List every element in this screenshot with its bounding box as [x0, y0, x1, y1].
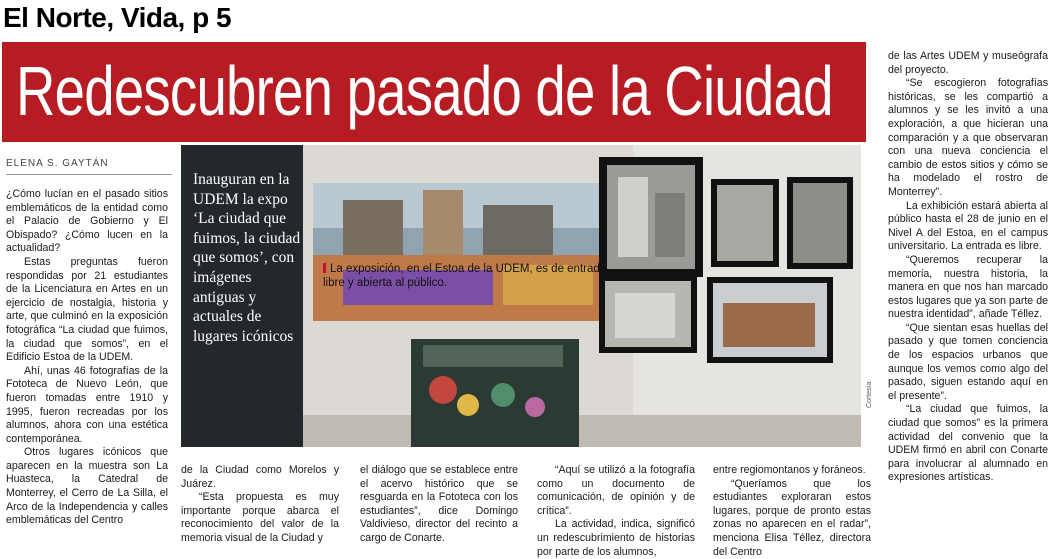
exhibition-photo-illustration [303, 145, 861, 447]
paragraph: Ahí, unas 46 fotografías de la Fototeca de Nuevo León, que fueron tomadas entre 1910 y 1995, fueron recreadas por los alumnos, ahora con una estética contemporánea. [6, 364, 168, 445]
exhibition-photo [303, 145, 861, 447]
body-column-4 [537, 464, 695, 559]
headline: Redescubren pasado de la Ciudad [16, 52, 833, 130]
deck-text: Inauguran en la UDEM la expo ‘La ciudad que fuimos, la ciudad que somos’, con imágenes antiguas y actuales de lugares icónicos [193, 171, 301, 345]
paragraph: “Queríamos que los estudiantes exploraran estos lugares, porque de pronto estas zonas no aparecen en el radar”, menciona Elisa Téllez, directora del Centro [713, 477, 871, 558]
paragraph: La actividad, indica, significó un redescubrimiento de historias por parte de los alumnos, [537, 518, 695, 558]
photo-credit: Cortesía [866, 381, 873, 408]
paragraph: Otros lugares icónicos que aparecen en la muestra son La Huasteca, la Catedral de Monterrey, el Cerro de La Silla, el Arco de la Independencia y calles emblemáticas del Centro [6, 446, 168, 527]
paragraph: “La ciudad que fuimos, la ciudad que somos” es la primera actividad del convenio que la UDEM firmó en abril con Conarte para involucrar al alumnado en expresiones artísticas. [888, 403, 1048, 484]
caption-marker [323, 263, 326, 273]
byline: ELENA S. GAYTÁN [6, 158, 109, 169]
paragraph: el diálogo que se establece entre el acervo histórico que se resguarda en la Fototeca con los estudiantes”, dice Domingo Valdivieso, director del recinto a cargo de Conarte. [360, 464, 518, 544]
paragraph: de las Artes UDEM y museógrafa del proyecto. [888, 50, 1048, 76]
body-column-3 [360, 464, 518, 546]
source-citation: El Norte, Vida, p 5 [3, 2, 232, 33]
body-column-6 [888, 50, 1048, 485]
byline-rule [6, 174, 172, 175]
photo-caption [323, 262, 623, 290]
paragraph: La exhibición estará abierta al público hasta el 28 de junio en el Nivel A del Estoa, en el campus universitario. La entrada es libre. [888, 199, 1048, 253]
paragraph: ¿Cómo lucían en el pasado sitios emblemáticos de la entidad como el Palacio de Gobierno y El Obispado? ¿Cómo lucen en la actualidad? [6, 188, 168, 255]
paragraph: “Se escogieron fotografías históricas, se les compartió a alumnos y se les invitó a una exploración, a que hicieran una comparación y a que observaran con una nueva conciencia el cambio de estos sitios y cómo se ha modelado el rostro de Monterrey”. [888, 77, 1048, 198]
paragraph: “Queremos recuperar la memoria, nuestra historia, la manera en que nos han marcado estos lugares que ya son parte de nuestra identidad”, añade Téllez. [888, 253, 1048, 321]
paragraph: “Que sientan esas huellas del pasado y que tomen conciencia de los espacios urbanos que aunque los vemos como algo del pasado, siguen estando aquí en el presente”. [888, 321, 1048, 402]
paragraph: “Esta propuesta es muy importante porque abarca el reconocimiento del valor de la memoria visual de la Ciudad y [181, 491, 339, 544]
caption-text: La exposición, en el Estoa de la UDEM, es de entrada libre y abierta al público. [323, 263, 607, 289]
body-column-2 [181, 464, 339, 546]
body-column-5 [713, 464, 871, 559]
paragraph: “Aquí se utilizó a la fotografía como un documento de comunicación, de opinión y de crítica”. [537, 464, 695, 517]
paragraph: entre regiomontanos y foráneos. [713, 464, 866, 476]
paragraph: de la Ciudad como Morelos y Juárez. [181, 464, 339, 490]
paragraph: Estas preguntas fueron respondidas por 21 estudiantes de la Licenciatura en Artes en un ejercicio de nostalgia, historia y arte, que culminó en la exposición fotográfica “La ciudad que fuimos, la ciudad que somos”, en el Edificio Estoa de la UDEM. [6, 255, 168, 364]
body-column-1 [6, 188, 168, 528]
